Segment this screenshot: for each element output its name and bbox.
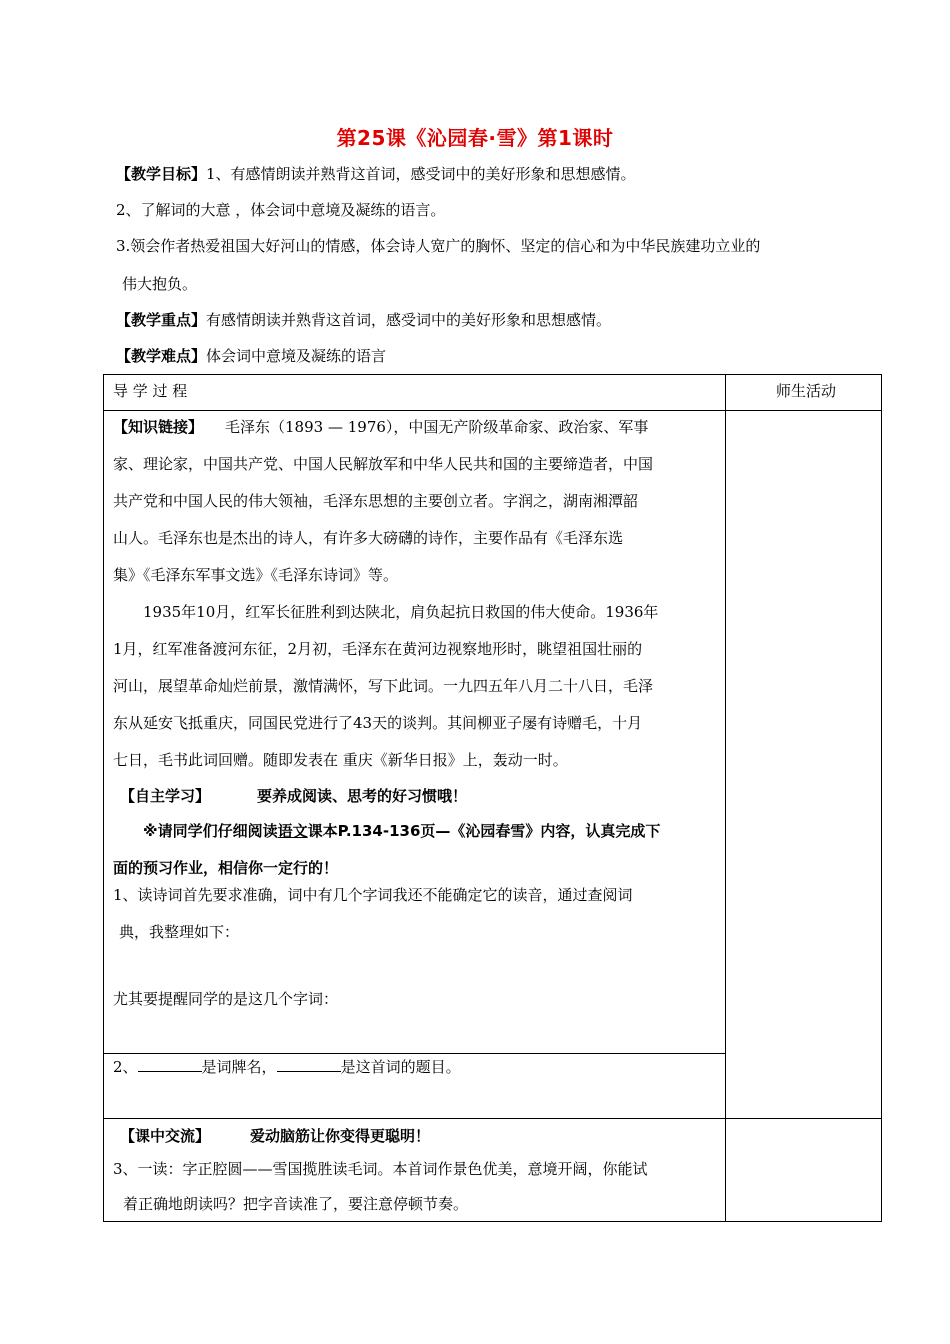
difficulty-line: [116, 346, 386, 366]
header-process: 导 学 过 程: [113, 382, 188, 400]
knowledge-line-3: 共产党和中国人民的伟大领袖，毛泽东思想的主要创立者。字润之，湖南湘潭韶: [113, 492, 639, 510]
blank-poem-title[interactable]: [277, 1056, 341, 1072]
section-divider: [104, 1053, 725, 1054]
knowledge-label: 【知识链接】: [113, 418, 204, 436]
difficulty-label: 【教学难点】: [116, 347, 207, 365]
knowledge-line-6: 1935年10月，红军长征胜利到达陕北，肩负起抗日救国的伟大使命。1936年: [143, 603, 659, 621]
question-1-line-1: 1、读诗词首先要求准确，词中有几个字词我还不能确定它的读音，通过查阅词: [113, 886, 633, 904]
self-study-slogan: 要养成阅读、思考的好习惯哦！: [257, 787, 468, 805]
key-point-line: [116, 310, 611, 330]
self-study-instruction-line-2: 面的预习作业，相信你一定行的！: [113, 859, 339, 877]
knowledge-line-10: 七日，毛书此词回赠。随即发表在 重庆《新华日报》上，轰动一时。: [113, 751, 568, 769]
objectives-label: 【教学目标】: [116, 165, 207, 183]
objective-item-1: 1、有感情朗读并熟背这首词，感受词中的美好形象和思想感情。: [206, 165, 636, 183]
knowledge-line-7: 1月，红军准备渡河东征，2月初，毛泽东在黄河边视察地形时，眺望祖国壮丽的: [113, 640, 643, 658]
knowledge-line-5: 集》《毛泽东军事文选》《毛泽东诗词》等。: [113, 566, 399, 584]
blank-tune-name[interactable]: [138, 1056, 202, 1072]
objective-item-2: 2、了解词的大意 ，体会词中意境及凝练的语言。: [116, 201, 446, 219]
header-divider: [104, 410, 881, 411]
knowledge-line-2: 家、理论家，中国共产党、中国人民解放军和中华人民共和国的主要缔造者，中国: [113, 455, 654, 473]
question-3-line-1: 3、一读：字正腔圆——雪国揽胜读毛词。本首词作景色优美，意境开阔，你能试: [113, 1160, 648, 1178]
self-study-instruction: ※请同学们仔细阅读语文课本P.134-136页—《沁园春雪》内容，认真完成下: [143, 822, 661, 840]
key-point-text: 有感情朗读并熟背这首词，感受词中的美好形象和思想感情。: [206, 311, 612, 329]
textbook-underline: 语文: [277, 822, 308, 840]
difficulty-text: 体会词中意境及凝练的语言: [206, 347, 387, 365]
knowledge-line-4: 山人。毛泽东也是杰出的诗人，有许多大磅礴的诗作，主要作品有《毛泽东选: [113, 529, 624, 547]
knowledge-line-1: 【知识链接】 毛泽东（1893 — 1976），中国无产阶级革命家、政治家、军事: [113, 418, 649, 436]
header-activity: 师生活动: [776, 382, 837, 400]
knowledge-line-8: 河山，展望革命灿烂前景，激情满怀，写下此词。一九四五年八月二十八日，毛泽: [113, 677, 654, 695]
self-study-label: 【自主学习】: [120, 787, 211, 805]
question-2: 2、 是词牌名， 是这首词的题目。: [113, 1058, 461, 1076]
row-divider: [104, 1118, 881, 1119]
class-exchange-slogan: 爱动脑筋让你变得更聪明！: [250, 1127, 431, 1145]
class-exchange-label: 【课中交流】: [120, 1127, 211, 1145]
question-1-line-3: 尤其要提醒同学的是这几个字词：: [113, 990, 339, 1008]
objective-item-3-line-1: 3.领会作者热爱祖国大好河山的情感，体会诗人宽广的胸怀、坚定的信心和为中华民族建功立业的: [116, 237, 761, 255]
question-3-line-2: 着正确地朗读吗？把字音读准了，要注意停顿节奏。: [123, 1195, 469, 1213]
knowledge-line-9: 东从延安飞抵重庆，同国民党进行了43天的谈判。其间柳亚子屡有诗赠毛，十月: [113, 714, 643, 732]
column-divider: [725, 375, 726, 1221]
key-point-label: 【教学重点】: [116, 311, 207, 329]
objective-line-1: [116, 164, 636, 184]
objective-item-3-line-2: 伟大抱负。: [122, 275, 198, 293]
question-1-line-2: 典，我整理如下：: [119, 923, 240, 941]
lesson-title: 第25课《沁园春·雪》第1课时: [336, 126, 614, 150]
guide-table: [103, 374, 882, 1222]
